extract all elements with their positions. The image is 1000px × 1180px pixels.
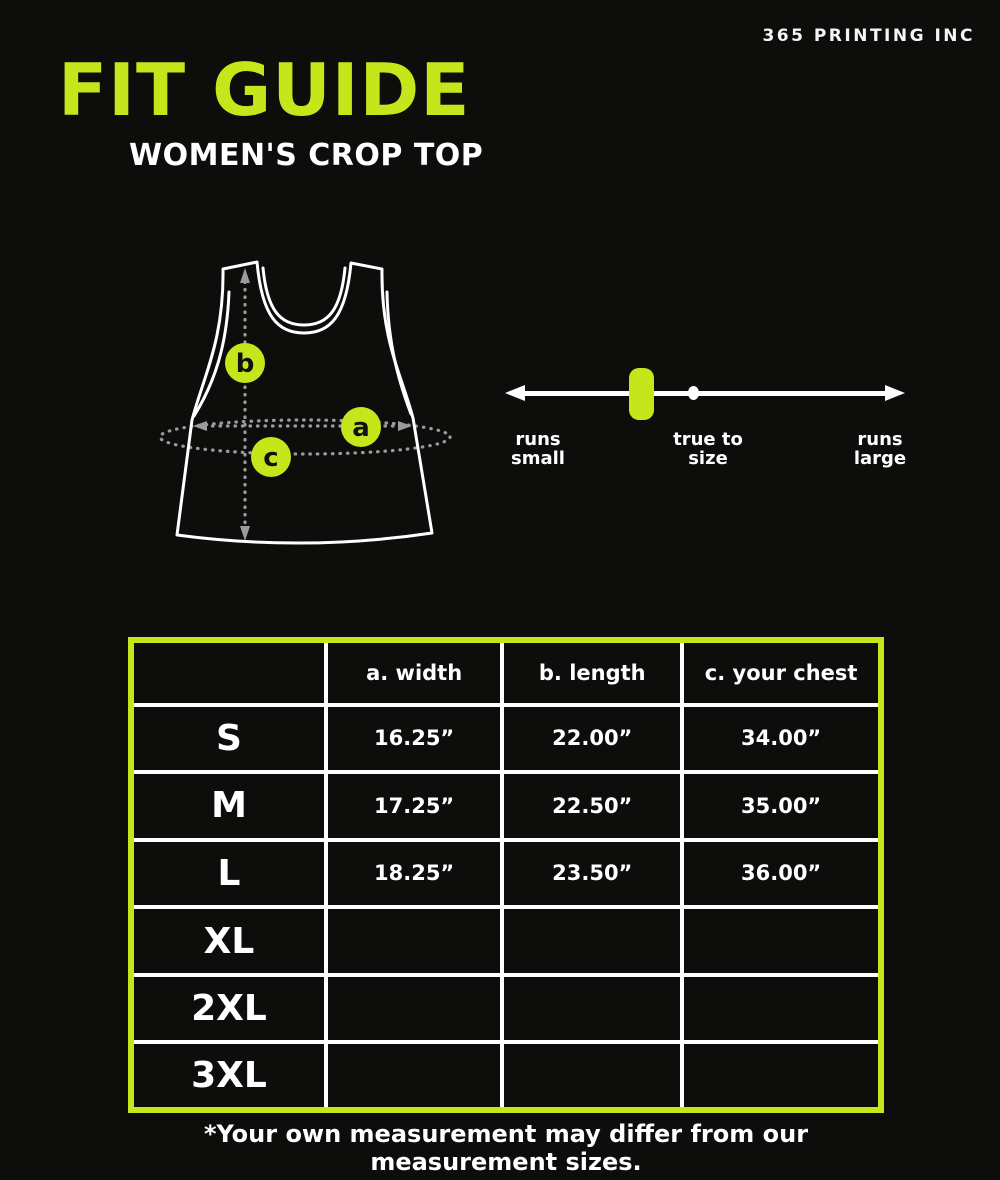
fit-scale-track <box>519 391 891 396</box>
scale-label-runs-large: runs large <box>853 429 907 469</box>
size-label: M <box>131 772 326 840</box>
marker-c-label: c <box>263 443 279 473</box>
width-value <box>326 907 502 975</box>
size-label: 2XL <box>131 975 326 1043</box>
chest-value: 36.00” <box>682 840 881 908</box>
table-row <box>131 772 881 840</box>
size-label: L <box>131 840 326 908</box>
width-value <box>326 1042 502 1110</box>
true-to-size-tick <box>688 386 699 400</box>
size-label: 3XL <box>131 1042 326 1110</box>
length-value: 23.50” <box>502 840 682 908</box>
collar-inner-line <box>263 268 345 325</box>
arrow-up-icon <box>240 268 250 283</box>
scale-arrow-left-icon <box>505 385 525 401</box>
brand-name: 365 PRINTING INC <box>762 26 975 46</box>
width-value: 16.25” <box>326 705 502 773</box>
chest-value: 34.00” <box>682 705 881 773</box>
length-value <box>502 1042 682 1110</box>
header-width: a. width <box>326 640 502 705</box>
chest-value <box>682 907 881 975</box>
width-value: 18.25” <box>326 840 502 908</box>
scale-label-true-to-size: true to size <box>673 429 743 469</box>
page-subtitle: WOMEN'S CROP TOP <box>129 138 484 173</box>
chest-value <box>682 1042 881 1110</box>
scale-arrow-right-icon <box>885 385 905 401</box>
measurement-disclaimer: *Your own measurement may differ from our measurement sizes. <box>203 1120 809 1176</box>
width-value: 17.25” <box>326 772 502 840</box>
header-size <box>131 640 326 705</box>
arrow-right-icon <box>398 421 412 431</box>
page-title: FIT GUIDE <box>58 48 471 132</box>
width-value <box>326 975 502 1043</box>
table-header-row <box>131 640 881 705</box>
marker-b-label: b <box>235 349 255 379</box>
chest-value: 35.00” <box>682 772 881 840</box>
arrow-down-icon <box>240 526 250 541</box>
size-label: S <box>131 705 326 773</box>
marker-a-label: a <box>352 413 370 443</box>
header-length: b. length <box>502 640 682 705</box>
table-row <box>131 705 881 773</box>
table-row <box>131 975 881 1043</box>
length-value: 22.00” <box>502 705 682 773</box>
arrow-left-icon <box>193 421 207 431</box>
crop-top-measurement-diagram <box>140 240 470 570</box>
chest-value <box>682 975 881 1043</box>
scale-label-runs-small: runs small <box>511 429 565 469</box>
table-row <box>131 1042 881 1110</box>
length-value: 22.50” <box>502 772 682 840</box>
fit-indicator-marker <box>629 368 654 420</box>
size-table <box>128 637 884 1113</box>
header-chest: c. your chest <box>682 640 881 705</box>
tank-top-outline <box>177 262 432 543</box>
fit-scale <box>505 368 905 483</box>
table-row <box>131 907 881 975</box>
length-value <box>502 975 682 1043</box>
length-value <box>502 907 682 975</box>
size-label: XL <box>131 907 326 975</box>
table-row <box>131 840 881 908</box>
